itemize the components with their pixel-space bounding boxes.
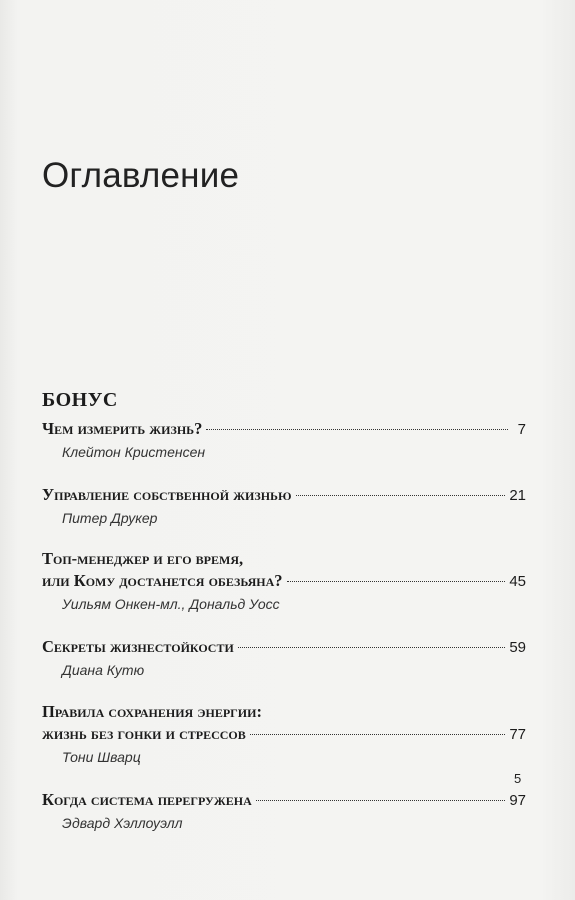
toc-entry-title: Чем измерить жизнь? [42, 419, 203, 438]
toc-entry-page: 77 [509, 726, 526, 743]
dot-leader [296, 495, 506, 496]
toc-entry-title: Секреты жизнестойкости [42, 637, 234, 656]
page-title: Оглавление [42, 156, 240, 195]
toc-entry-author: Питер Друкер [62, 510, 158, 526]
toc-entry [42, 484, 526, 528]
dot-leader [206, 429, 508, 430]
toc-entry-title-line [42, 570, 526, 592]
toc-entry-author: Диана Кутю [62, 662, 145, 678]
dot-leader [238, 647, 506, 648]
toc-entry-title-line [42, 701, 526, 723]
toc-entry [42, 548, 526, 614]
toc-entry-title: Управление собственной жизнью [42, 485, 292, 504]
toc-entry [42, 789, 526, 833]
toc-entry-page: 59 [509, 639, 526, 656]
toc-entry-title: Правила сохранения энергии: [42, 702, 262, 721]
toc-entry-page: 97 [509, 792, 526, 809]
toc-entry-title: жизнь без гонки и стрессов [42, 724, 246, 743]
toc-entry-title-line [42, 418, 526, 440]
toc-entry [42, 701, 526, 767]
toc-entry [42, 418, 526, 462]
toc-entry-title-line [42, 484, 526, 506]
dot-leader [250, 734, 506, 735]
toc-entry-page: 7 [517, 421, 526, 438]
dot-leader [287, 581, 506, 582]
toc-entry-author: Тони Шварц [62, 749, 141, 765]
page-number: 5 [514, 771, 522, 786]
toc-entry-author: Эдвард Хэллоуэлл [62, 815, 183, 831]
toc-entry-title-line [42, 789, 526, 811]
toc-entry [42, 636, 526, 680]
toc-entry-title-line [42, 548, 526, 570]
toc-entry-author: Клейтон Кристенсен [62, 444, 206, 460]
section-label: БОНУС [42, 389, 118, 411]
toc-entry-page: 21 [509, 487, 526, 504]
toc-entry-title-line [42, 723, 526, 745]
toc-entry-title: или Кому достанется обезьяна? [42, 571, 283, 590]
toc-entry-title-line [42, 636, 526, 658]
toc-entry-title: Топ-менеджер и его время, [42, 549, 244, 568]
toc-entry-title: Когда система перегружена [42, 790, 252, 809]
toc-entry-author: Уильям Онкен-мл., Дональд Уосс [62, 596, 280, 612]
dot-leader [256, 800, 506, 801]
toc-entry-page: 45 [509, 573, 526, 590]
